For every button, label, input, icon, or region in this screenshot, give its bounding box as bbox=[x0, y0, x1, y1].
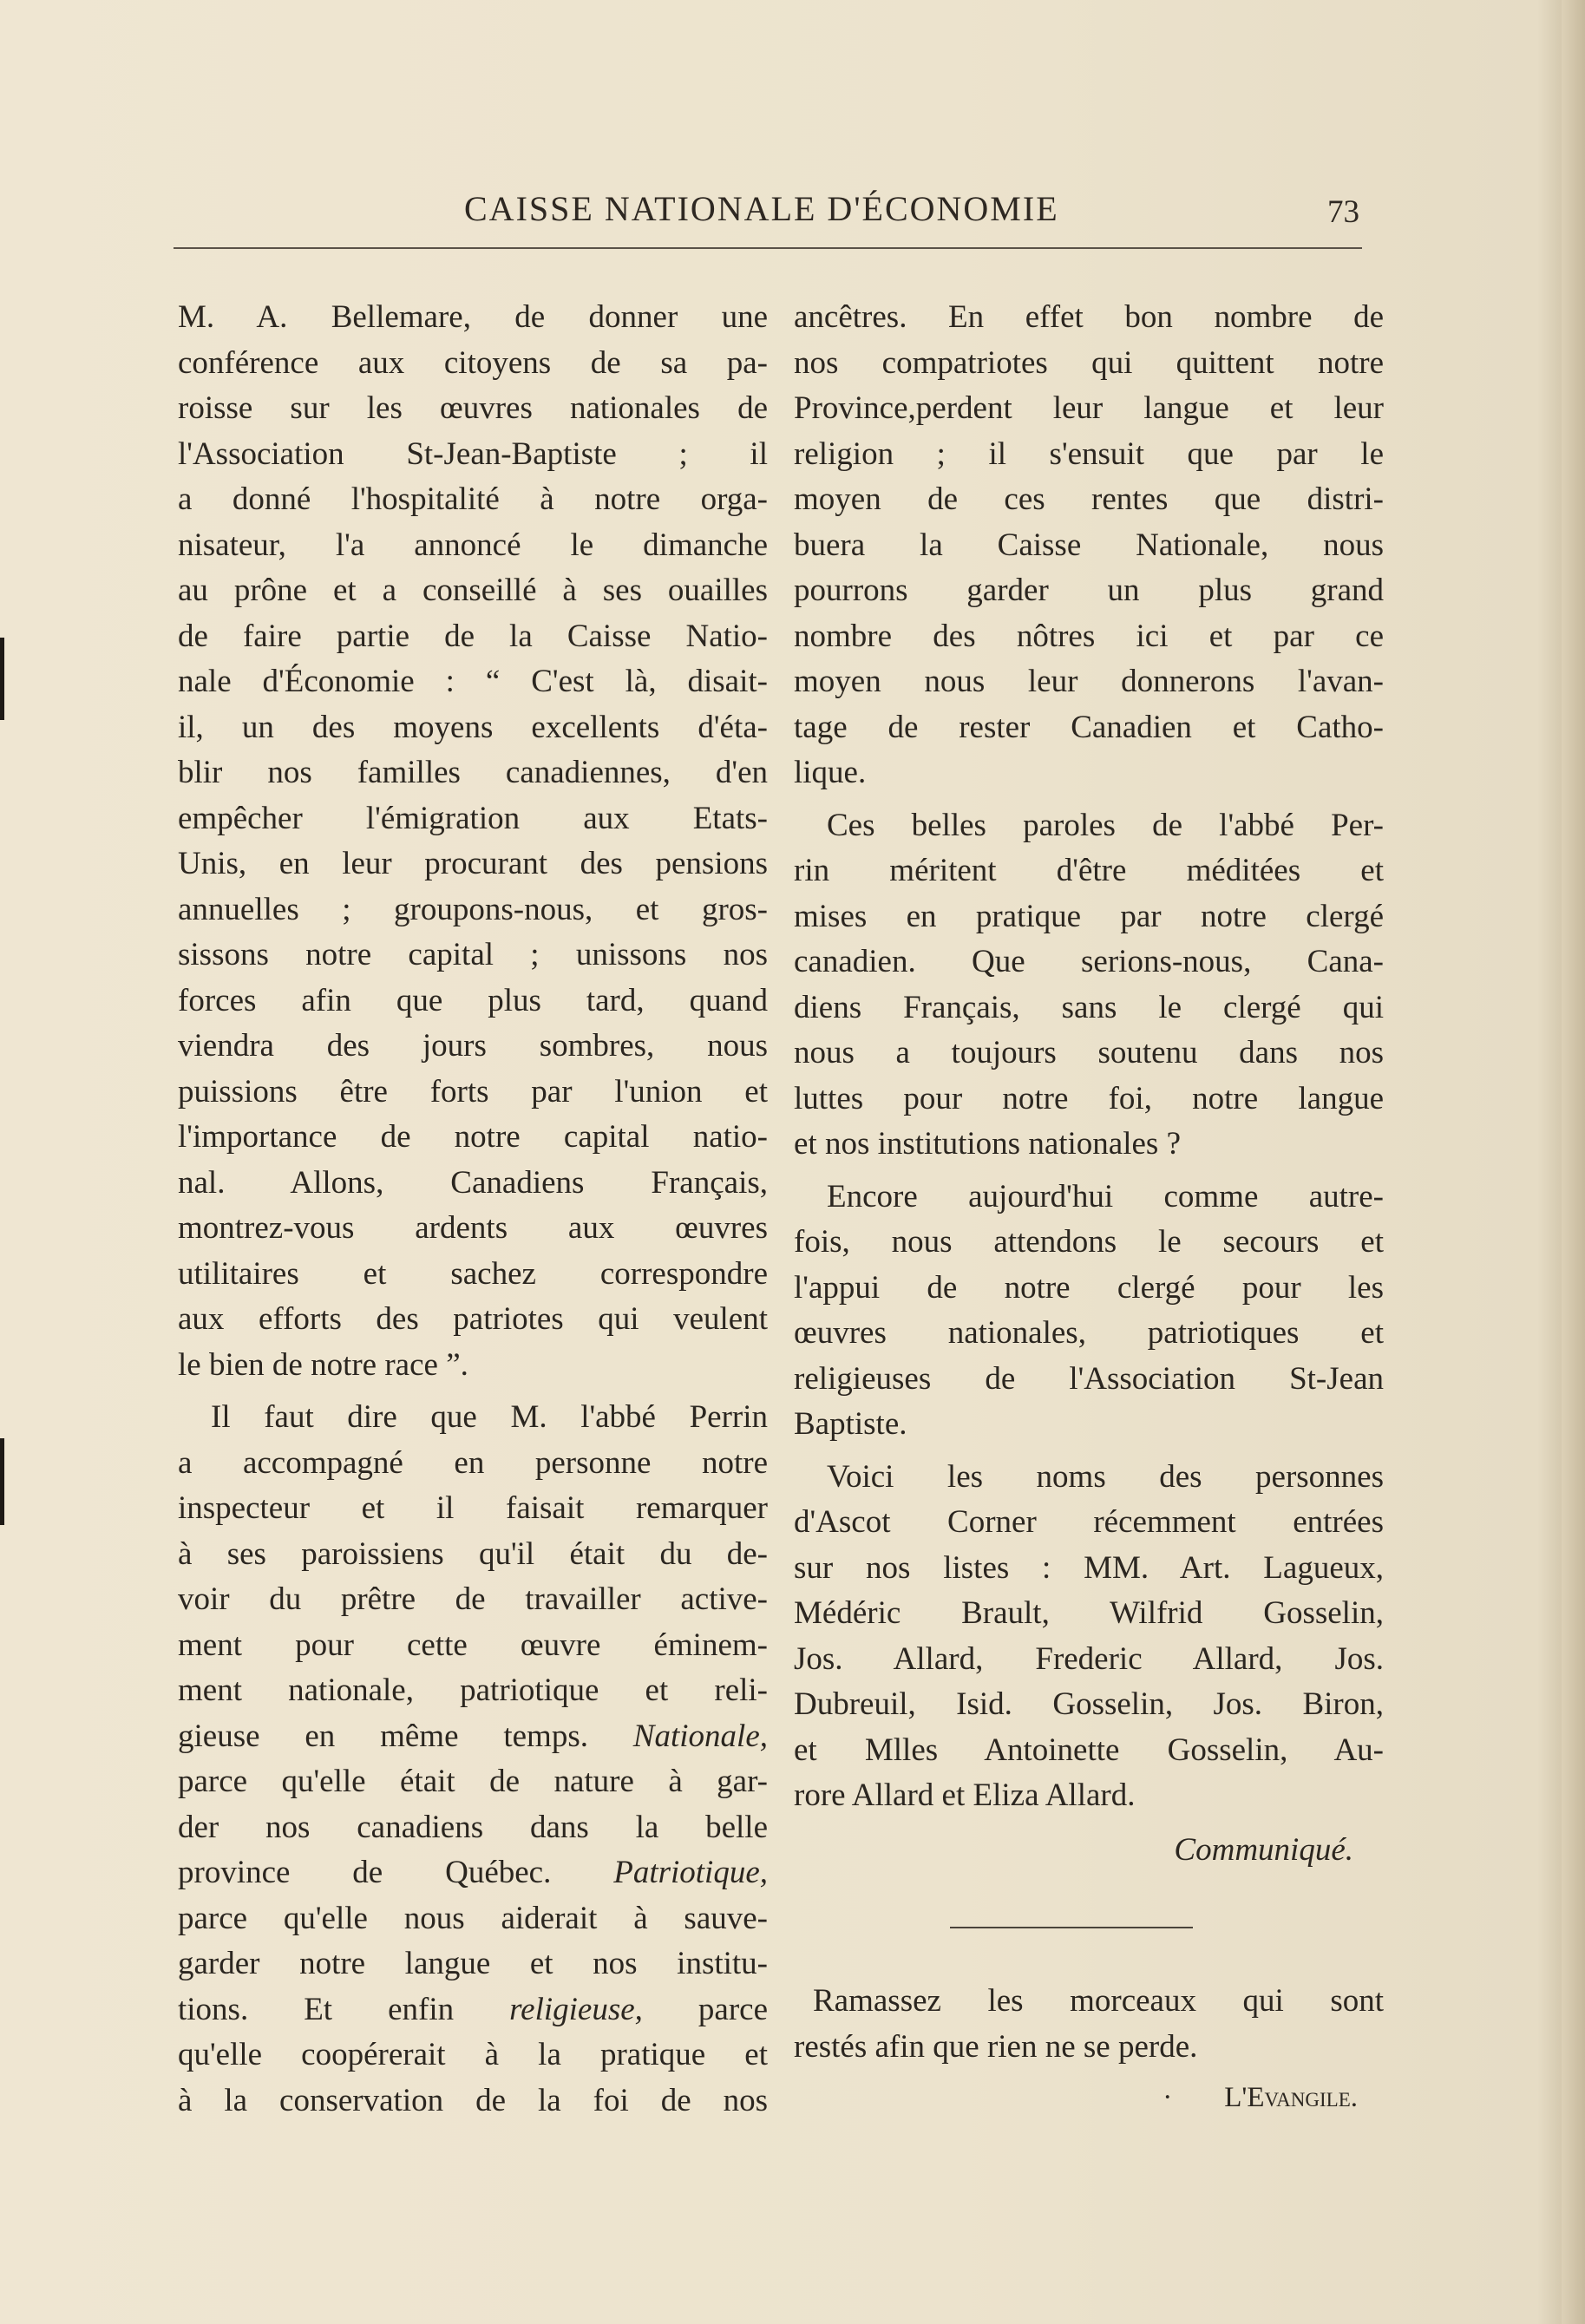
paragraph bbox=[794, 803, 1384, 1168]
text-line: restés afin que rien ne se perde. bbox=[794, 2028, 1198, 2065]
text-line: Dubreuil, Isid. Gosselin, Jos. Biron, bbox=[794, 1686, 1384, 1722]
text-line: nos compatriotes qui quittent notre bbox=[794, 344, 1384, 381]
text-line: lique. bbox=[794, 755, 867, 790]
text-line: viendra des jours sombres, nous bbox=[178, 1028, 768, 1064]
text-fragment: province de Québec. bbox=[178, 1855, 552, 1890]
text-line: à ses paroissiens qu'il était du de- bbox=[178, 1535, 768, 1572]
text-line: a donné l'hospitalité à notre orga- bbox=[178, 481, 768, 517]
text-line: Voici les noms des personnes bbox=[827, 1458, 1384, 1495]
text-line: parce qu'elle nous aiderait à sauve- bbox=[178, 1900, 768, 1936]
paragraph bbox=[794, 1175, 1384, 1448]
text-line: nous a toujours soutenu dans nos bbox=[794, 1035, 1384, 1070]
text-line: Baptiste. bbox=[794, 1406, 907, 1442]
attribution-text: L'Evangile. bbox=[1224, 2082, 1358, 2113]
quote-attribution bbox=[794, 2075, 1384, 2121]
attribution-dot: · bbox=[1163, 2082, 1173, 2113]
right-column bbox=[794, 295, 1384, 2150]
text-line: Médéric Brault, Wilfrid Gosselin, bbox=[794, 1595, 1384, 1631]
text-line: aux efforts des patriotes qui veulent bbox=[178, 1301, 768, 1337]
text-line: der nos canadiens dans la belle bbox=[178, 1809, 768, 1845]
text-line: il, un des moyens excellents d'éta- bbox=[178, 709, 768, 745]
text-line: parce qu'elle était de nature à gar- bbox=[178, 1764, 768, 1799]
margin-mark bbox=[0, 1438, 4, 1525]
italic-word: religieuse, bbox=[509, 1991, 643, 2027]
text-line: et nos institutions nationales ? bbox=[794, 1126, 1182, 1162]
text-line: mises en pratique par notre clergé bbox=[794, 898, 1384, 934]
text-line: Jos. Allard, Frederic Allard, Jos. bbox=[794, 1640, 1384, 1677]
text-line: annuelles ; groupons-nous, et gros- bbox=[178, 891, 768, 927]
text-line: forces afin que plus tard, quand bbox=[178, 982, 768, 1018]
text-line: rore Allard et Eliza Allard. bbox=[794, 1777, 1136, 1813]
text-line: utilitaires et sachez correspondre bbox=[178, 1255, 768, 1292]
text-fragment: tions. Et enfin bbox=[178, 1991, 455, 2027]
text-line: luttes pour notre foi, notre langue bbox=[794, 1080, 1384, 1116]
text-line: a accompagné en personne notre bbox=[178, 1444, 768, 1481]
text-line: nombre des nôtres ici et par ce bbox=[794, 618, 1384, 654]
text-line: M. A. Bellemare, de donner une bbox=[178, 299, 768, 335]
text-line: religion ; il s'ensuit que par le bbox=[794, 435, 1384, 472]
text-line: fois, nous attendons le secours et bbox=[794, 1224, 1384, 1260]
italic-word: Nationale, bbox=[632, 1718, 768, 1754]
text-line: nal. Allons, Canadiens Français, bbox=[178, 1164, 768, 1201]
text-line: l'importance de notre capital natio- bbox=[178, 1119, 768, 1155]
text-line: tage de rester Canadien et Catho- bbox=[794, 709, 1384, 745]
text-line: garder notre langue et nos institu- bbox=[178, 1946, 768, 1981]
text-line: pourrons garder un plus grand bbox=[794, 573, 1384, 608]
text-line: Unis, en leur procurant des pensions bbox=[178, 846, 768, 881]
text-line-with-italic bbox=[178, 1987, 768, 2033]
text-line: diens Français, sans le clergé qui bbox=[794, 989, 1384, 1025]
text-line: sur nos listes : MM. Art. Lagueux, bbox=[794, 1549, 1384, 1586]
text-line: Il faut dire que M. l'abbé Perrin bbox=[211, 1399, 768, 1435]
text-line: ment nationale, patriotique et reli- bbox=[178, 1673, 768, 1708]
text-fragment: parce bbox=[642, 1991, 768, 2027]
text-fragment: gieuse en même temps. bbox=[178, 1718, 588, 1754]
text-line: puissions être forts par l'union et bbox=[178, 1073, 768, 1110]
text-line: montrez-vous ardents aux œuvres bbox=[178, 1210, 768, 1246]
text-line: au prône et a conseillé à ses ouailles bbox=[178, 573, 768, 608]
text-line: religieuses de l'Association St-Jean bbox=[794, 1360, 1384, 1397]
text-line: œuvres nationales, patriotiques et bbox=[794, 1315, 1384, 1351]
text-line: Ces belles paroles de l'abbé Per- bbox=[827, 807, 1384, 843]
text-line: ancêtres. En effet bon nombre de bbox=[794, 299, 1384, 335]
text-line: empêcher l'émigration aux Etats- bbox=[178, 800, 768, 836]
text-line: nisateur, l'a annoncé le dimanche bbox=[178, 527, 768, 563]
text-line: et Mlles Antoinette Gosselin, Au- bbox=[794, 1732, 1384, 1768]
text-line-with-italic bbox=[178, 1850, 768, 1896]
paragraph bbox=[178, 295, 768, 1388]
text-line: nale d'Économie : “ C'est là, disait- bbox=[178, 664, 768, 699]
text-line: Province,perdent leur langue et leur bbox=[794, 390, 1384, 426]
text-line: Ramassez les morceaux qui sont bbox=[813, 1983, 1384, 2019]
running-head bbox=[178, 178, 1362, 247]
text-line: buera la Caisse Nationale, nous bbox=[794, 527, 1384, 563]
text-line: l'appui de notre clergé pour les bbox=[794, 1269, 1384, 1306]
running-head-title: CAISSE NATIONALE D'ÉCONOMIE bbox=[464, 189, 1059, 228]
text-line: moyen nous leur donnerons l'avan- bbox=[794, 664, 1384, 699]
paragraph bbox=[178, 1395, 768, 2124]
text-line: de faire partie de la Caisse Natio- bbox=[178, 618, 768, 654]
text-line: qu'elle coopérerait à la pratique et bbox=[178, 2037, 768, 2072]
page-number: 73 bbox=[1327, 194, 1359, 230]
signature: Communiqué. bbox=[1174, 1831, 1353, 1868]
text-line: canadien. Que serions-nous, Cana- bbox=[794, 944, 1384, 979]
header-rule bbox=[174, 247, 1362, 249]
text-line: roisse sur les œuvres nationales de bbox=[178, 390, 768, 426]
italic-word: Patriotique, bbox=[613, 1855, 769, 1890]
text-line: le bien de notre race ”. bbox=[178, 1346, 468, 1383]
text-line: d'Ascot Corner récemment entrées bbox=[794, 1504, 1384, 1540]
text-line-with-italic bbox=[178, 1714, 768, 1760]
text-line: voir du prêtre de travailler active- bbox=[178, 1581, 768, 1617]
text-line: rin méritent d'être méditées et bbox=[794, 853, 1384, 888]
text-line: conférence aux citoyens de sa pa- bbox=[178, 344, 768, 381]
closing-quote bbox=[794, 1979, 1384, 2070]
margin-mark bbox=[0, 638, 4, 720]
text-line: inspecteur et il faisait remarquer bbox=[178, 1490, 768, 1526]
page-edge bbox=[1562, 0, 1585, 2324]
paragraph bbox=[794, 295, 1384, 796]
paragraph bbox=[794, 1455, 1384, 1819]
section-divider bbox=[950, 1927, 1193, 1928]
text-line: Encore aujourd'hui comme autre- bbox=[827, 1178, 1384, 1214]
text-line: blir nos familles canadiennes, d'en bbox=[178, 755, 768, 790]
text-line: l'Association St-Jean-Baptiste ; il bbox=[178, 435, 768, 472]
text-line: ment pour cette œuvre éminem- bbox=[178, 1627, 768, 1663]
text-line: sissons notre capital ; unissons nos bbox=[178, 937, 768, 972]
left-column bbox=[178, 295, 768, 2124]
text-line: moyen de ces rentes que distri- bbox=[794, 481, 1384, 517]
text-line: à la conservation de la foi de nos bbox=[178, 2082, 768, 2118]
